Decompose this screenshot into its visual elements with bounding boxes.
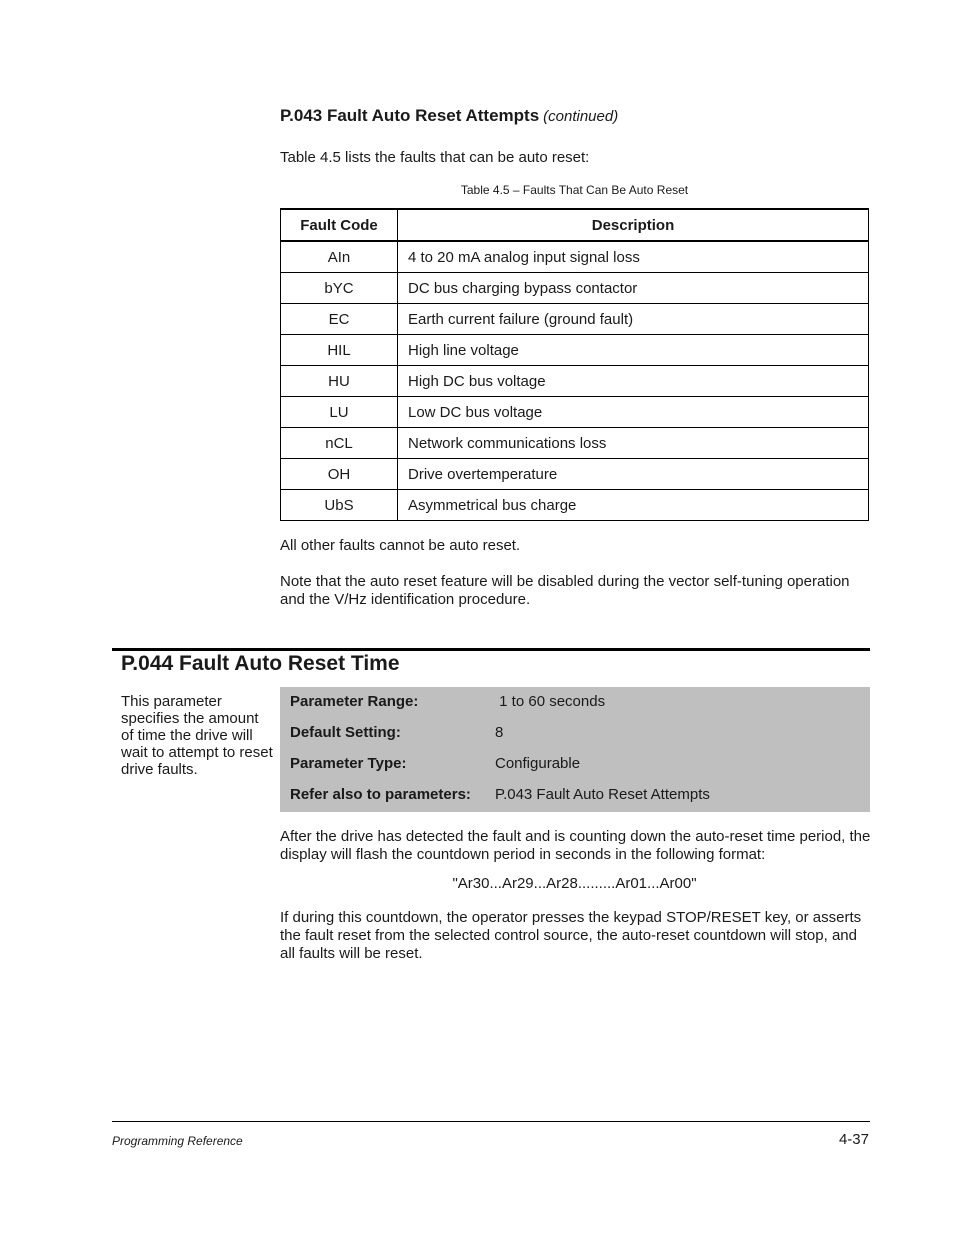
param-label: Parameter Range: — [290, 693, 419, 710]
table-header-row — [281, 209, 869, 241]
description-cell: Network communications loss — [398, 428, 869, 459]
fault-code-cell: HIL — [281, 335, 398, 366]
param-value: 1 to 60 seconds — [495, 693, 606, 710]
param-value: Configurable — [495, 755, 581, 772]
fault-code-cell: UbS — [281, 490, 398, 521]
param-value: P.043 Fault Auto Reset Attempts — [495, 786, 710, 803]
heading-note: (continued) — [543, 108, 619, 125]
table-row — [281, 459, 869, 490]
side-description: This parameter specifies the amount of time the drive will wait to attempt to reset drive faults. — [121, 693, 273, 778]
description-cell: High line voltage — [398, 335, 869, 366]
countdown-format: "Ar30...Ar29...Ar28.........Ar01...Ar00" — [452, 875, 697, 892]
fault-code-cell: HU — [281, 366, 398, 397]
section-heading-p043 — [280, 106, 618, 126]
column-header-description: Description — [398, 209, 869, 241]
description-cell: DC bus charging bypass contactor — [398, 273, 869, 304]
table-intro: Table 4.5 lists the faults that can be auto reset: — [280, 149, 590, 166]
fault-code-cell: OH — [281, 459, 398, 490]
fault-code-cell: LU — [281, 397, 398, 428]
fault-code-cell: bYC — [281, 273, 398, 304]
parameter-box — [280, 687, 870, 812]
after-table-text: All other faults cannot be auto reset. — [280, 537, 521, 554]
column-header-fault-code: Fault Code — [281, 209, 398, 241]
reset-paragraph: If during this countdown, the operator presses the keypad STOP/RESET key, or asserts the fault reset from the selected control source, the auto-reset countdown will stop, and all faults will be reset. — [280, 909, 862, 962]
param-label: Refer also to parameters: — [290, 786, 471, 803]
table-row — [281, 397, 869, 428]
table-row — [281, 273, 869, 304]
note-paragraph: Note that the auto reset feature will be disabled during the vector self-tuning operation and the V/Hz identification procedure. — [280, 573, 850, 608]
table-row — [281, 428, 869, 459]
faults-table — [280, 208, 869, 521]
fault-code-cell: AIn — [281, 241, 398, 273]
section-divider — [112, 648, 870, 651]
description-cell: Asymmetrical bus charge — [398, 490, 869, 521]
countdown-paragraph: After the drive has detected the fault and is counting down the auto-reset time period, the display will flash the countdown period in seconds in the following format: — [280, 828, 871, 863]
table-row — [281, 241, 869, 273]
section-heading-p044: P.044 Fault Auto Reset Time — [121, 652, 400, 675]
page-number: 4-37 — [838, 1131, 869, 1148]
footer-section-title: Programming Reference — [112, 1134, 243, 1148]
heading-text: P.043 Fault Auto Reset Attempts — [280, 106, 540, 125]
footer-rule — [112, 1121, 870, 1122]
table-caption: Table 4.5 – Faults That Can Be Auto Reset — [460, 183, 689, 197]
param-label: Default Setting: — [290, 724, 401, 741]
table-row — [281, 366, 869, 397]
table-row — [281, 304, 869, 335]
description-cell: 4 to 20 mA analog input signal loss — [398, 241, 869, 273]
fault-code-cell: nCL — [281, 428, 398, 459]
description-cell: Earth current failure (ground fault) — [398, 304, 869, 335]
table-row — [281, 335, 869, 366]
param-label: Parameter Type: — [290, 755, 407, 772]
param-value: 8 — [495, 724, 504, 741]
fault-code-cell: EC — [281, 304, 398, 335]
description-cell: Low DC bus voltage — [398, 397, 869, 428]
table-row — [281, 490, 869, 521]
description-cell: High DC bus voltage — [398, 366, 869, 397]
description-cell: Drive overtemperature — [398, 459, 869, 490]
